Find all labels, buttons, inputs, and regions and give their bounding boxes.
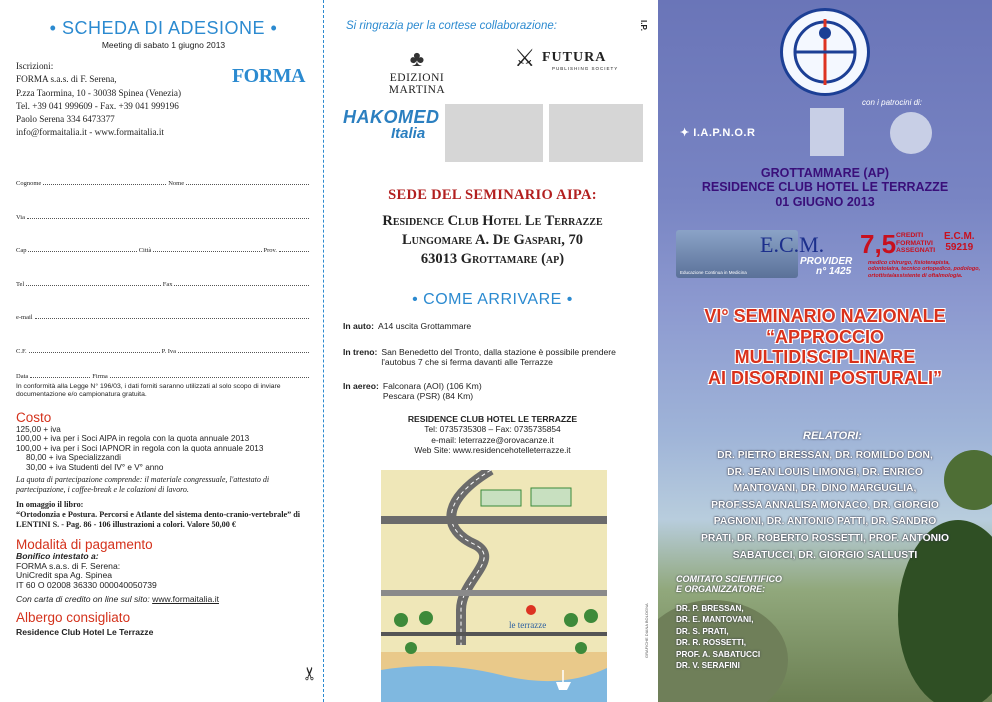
direction-key: In aereo: [343, 381, 379, 391]
bonifico-line: UniCredit spa Ag. Spinea [16, 570, 113, 581]
location-map[interactable] [381, 470, 607, 702]
hakomed-text: HAKOMED [343, 107, 440, 127]
patrocini-label: con i patrocini di: [862, 98, 923, 107]
ecm-credits: 7,5 [860, 229, 897, 259]
event-location: GROTTAMMARE (AP) [760, 166, 890, 180]
form-row-email [16, 288, 311, 322]
cognome-field[interactable] [43, 184, 166, 185]
title-line: VI° SEMINARIO NAZIONALE [704, 306, 946, 326]
hotel-line: Tel: 0735735308 – Fax: 0735735854 [424, 424, 561, 435]
direction-auto [343, 321, 643, 331]
bonifico-line: IT 60 O 02008 36330 000040050739 [16, 580, 157, 591]
costo-heading: Costo [16, 409, 52, 425]
relatori-line: PROF.SSA ANNALISA MONACO, DR. GIORGIO [711, 499, 939, 511]
form-row-name [16, 154, 311, 188]
cost-item: 125,00 + iva [16, 424, 61, 434]
title-line: MULTIDISCIPLINARE [734, 347, 916, 367]
privacy-notice: In conformità alla Legge N° 196/03, i dati forniti saranno utilizzati al solo scopo di inviare documentazione e/o campionatura gratuita. [16, 382, 281, 399]
direction-value: San Benedetto del Tronto, dalla stazione è possibile prendere l'autobus 7 che si ferma davanti alle Terrazze [381, 347, 616, 367]
address-line: FORMA s.a.s. di F. Serena, [16, 74, 117, 85]
cost-item: 100,00 + iva per i Soci IAPNOR in regola con la quota annuale 2013 [16, 443, 264, 453]
email-label: e-mail [16, 314, 33, 322]
ecm-code [944, 232, 975, 253]
edizioni-martina-logo [367, 46, 467, 96]
cover-panel [658, 0, 992, 702]
patron-logo-building [810, 108, 844, 156]
relatori-line: MANTOVANI, DR. DINO MARGUGLIA, [733, 483, 917, 495]
registration-title: • SCHEDA DI ADESIONE • [49, 18, 278, 38]
hakomed-logo [343, 108, 440, 141]
nome-label: Nome [168, 180, 185, 188]
meeting-date: Meeting di sabato 1 giugno 2013 [101, 40, 226, 50]
tel-field[interactable] [26, 285, 161, 286]
hotel-name: RESIDENCE CLUB HOTEL LE TERRAZZE [407, 414, 578, 424]
fax-label: Fax [162, 280, 173, 288]
cf-field[interactable] [29, 352, 160, 353]
address-line: Tel. +39 041 999609 - Fax. +39 041 999196 [16, 100, 179, 111]
hotel-contacts [329, 414, 656, 455]
registration-form [16, 154, 311, 380]
tree-icon: ♣ [409, 46, 425, 71]
cap-label: Cap [16, 247, 27, 255]
firma-label: Firma [92, 372, 108, 380]
form-row-city [16, 221, 311, 255]
bonifico-info [16, 552, 311, 590]
seminar-title [658, 306, 992, 388]
piva-field[interactable] [178, 352, 309, 353]
comitato-member: DR. R. ROSSETTI, [676, 638, 747, 648]
ecm-code-label: E.C.M. [944, 231, 975, 242]
ecm-banner [676, 229, 981, 279]
relatori-line: SABATUCCI, DR. GIORGIO SALLUSTI [732, 549, 918, 561]
credits-line: CREDITI [896, 232, 924, 239]
iscrizioni-label: Iscrizioni: [16, 61, 54, 71]
futura-sub: PUBLISHING SOCIETY [552, 66, 619, 71]
direction-key: In auto: [343, 321, 375, 331]
direction-key: In treno: [343, 347, 378, 357]
gift-book [16, 500, 311, 530]
via-field[interactable] [27, 218, 309, 219]
scissors-icon: ✂ [300, 665, 321, 682]
address-line: Paolo Serena 334 6473377 [16, 114, 115, 125]
piva-label: P. Iva [161, 347, 177, 355]
comitato-member: DR. V. SERAFINI [676, 661, 740, 671]
data-label: Data [16, 372, 29, 380]
firma-field[interactable] [110, 377, 309, 378]
ecm-code-value: 59219 [945, 241, 974, 253]
futura-logo [514, 45, 619, 72]
credit-card-info [16, 594, 311, 604]
sword-icon: ⚔ [514, 45, 536, 72]
cf-label: C.F. [16, 347, 27, 355]
form-row-tax [16, 321, 311, 355]
cost-item: 100,00 + iva per i Soci AIPA in regola con la quota annuale 2013 [16, 434, 250, 444]
gift-label: In omaggio il libro: [16, 500, 84, 510]
cut-line [323, 0, 324, 702]
form-row-via [16, 187, 311, 221]
map-drawing [381, 470, 607, 702]
patron-logo-seal [890, 112, 932, 154]
cognome-label: Cognome [16, 180, 42, 188]
sede-line: 63013 Grottamare (ap) [420, 251, 565, 267]
form-row-signature [16, 355, 311, 380]
relatori-line: DR. PIETRO BRESSAN, DR. ROMILDO DON, [717, 450, 933, 461]
via-label: Via [16, 213, 25, 221]
sede-heading: SEDE DEL SEMINARIO AIPA: [388, 187, 597, 203]
costo-list [16, 425, 311, 473]
edizioni-martina-text: EDIZIONI MARTINA [388, 72, 446, 96]
direction-treno [343, 347, 648, 367]
forma-logo: FORMA [231, 65, 305, 87]
sponsor-placeholder [549, 104, 643, 162]
lp-mark: I.P. [638, 20, 648, 31]
nome-field[interactable] [186, 184, 309, 185]
comitato-member: PROF. A. SABATUCCI [676, 649, 761, 659]
hotel-line[interactable]: e-mail: leterrazze@orovacanze.it [431, 434, 554, 445]
title-line: “APPROCCIO [765, 326, 884, 347]
forma-website-link[interactable]: www.formaitalia.it [152, 593, 219, 604]
albergo-name: Residence Club Hotel Le Terrazze [16, 626, 154, 637]
futura-text: FUTURA [542, 50, 607, 65]
iapnor-figure-icon: ✦ [680, 127, 694, 139]
hotel-line[interactable]: Web Site: www.residencehotelleterrazze.it [414, 444, 571, 455]
pagamento-heading: Modalità di pagamento [16, 537, 153, 553]
prov-label: Prov. [263, 247, 278, 255]
carta-text: Con carta di credito on line sul sito: [16, 593, 150, 604]
hakomed-italia: Italia [391, 125, 426, 142]
come-arrivare-heading: • COME ARRIVARE • [412, 291, 573, 308]
direction-value: A14 uscita Grottammare [378, 321, 472, 331]
title-line: AI DISORDINI POSTURALI” [707, 367, 942, 388]
provider-label: PROVIDER [800, 256, 853, 267]
form-row-phone [16, 254, 311, 288]
data-field[interactable] [30, 377, 90, 378]
cap-field[interactable] [28, 251, 136, 252]
ecm-credits-text [896, 232, 935, 255]
ecm-label: E.C.M. [760, 232, 825, 257]
comitato-heading [676, 575, 782, 594]
comitato-heading-line: COMITATO SCIENTIFICO [676, 574, 782, 584]
comitato-heading-line: E ORGANIZZATORE: [676, 583, 766, 594]
credits-line: ASSEGNATI [896, 247, 936, 254]
gift-text: “Ortodonzia e Postura. Percorsi e Atlante del sistema dento-cranio-vertebrale” di LENTINI S. - Pag. 86 - 106 illustrazioni a colori. Valore 50,00 € [16, 510, 301, 530]
cost-item: 30,00 + iva Studenti del IV° e V° anno [26, 462, 164, 472]
aipa-logo [780, 8, 870, 96]
registration-panel [0, 0, 323, 702]
comitato-member: DR. E. MANTOVANI, [676, 615, 754, 625]
relatori-line: PRATI, DR. ROBERTO ROSSETTI, PROF. ANTONIO [701, 532, 949, 544]
comitato-member: DR. P. BRESSAN, [676, 604, 744, 613]
sponsor-placeholder [445, 104, 543, 162]
email-field[interactable] [35, 318, 309, 319]
citta-field[interactable] [153, 251, 261, 252]
tel-label: Tel [16, 280, 25, 288]
iapnor-text: I.A.P.N.O.R [693, 127, 756, 139]
albergo-heading: Albergo consigliato [16, 609, 131, 625]
direction-value: Falconara (AOI) (106 Km) Pescara (PSR) (84 Km) [382, 381, 482, 401]
map-label: le terrazze [509, 620, 547, 630]
iapnor-logo [680, 126, 755, 139]
relatori-line: DR. JEAN LOUIS LIMONGI, DR. ENRICO [727, 466, 923, 478]
provider-number: n° 1425 [816, 266, 852, 277]
citta-label: Città [138, 247, 152, 255]
fax-field[interactable] [174, 285, 309, 286]
thanks-heading: Si ringrazia per la cortese collaborazione: [346, 20, 557, 32]
venue-panel [329, 0, 656, 702]
sede-line: Lungomare A. De Gaspari, 70 [401, 232, 584, 248]
relatori-list [658, 448, 992, 564]
aipa-emblem-icon [783, 11, 867, 93]
prov-field[interactable] [279, 251, 309, 252]
relatori-heading: RELATORI: [803, 430, 862, 442]
ecm-professions: medico chirurgo, fisioterapista, odontoiatra, tecnico ortopedico, podologo, ortottista/assistente di oftalmologia. [868, 260, 981, 279]
comitato-member: DR. S. PRATI, [676, 626, 729, 636]
print-credit: GRAFICHE DIANA BOLOGNA [644, 603, 649, 658]
bonifico-line: FORMA s.a.s. di F. Serena: [16, 560, 121, 571]
relatori-line: PAGNONI, DR. ANTONIO PATTI, DR. SANDRO [713, 516, 937, 528]
sede-address [329, 212, 656, 269]
sede-line: Residence Club Hotel Le Terrazze [382, 213, 603, 229]
ecm-edu-text: Educazione Continua in Medicina [680, 270, 747, 275]
quota-info: La quota di partecipazione comprende: il materiale congressuale, l'attestato di partecipazione, i coffee-break e le colazioni di lavoro. [16, 475, 270, 495]
bonifico-label: Bonifico intestato a: [16, 551, 99, 562]
registration-contacts [16, 60, 311, 140]
event-date: 01 GIUGNO 2013 [775, 195, 875, 209]
address-line: P.zza Taormina, 10 - 30038 Spinea (Venezia) [16, 87, 182, 98]
direction-aereo [343, 381, 513, 401]
address-line: info@formaitalia.it - www.formaitalia.it [16, 127, 164, 138]
event-venue: RESIDENCE CLUB HOTEL LE TERRAZZE [701, 180, 949, 194]
cost-item: 80,00 + iva Specializzandi [26, 453, 121, 463]
comitato-list [676, 603, 760, 671]
credits-line: FORMATIVI [896, 239, 933, 247]
